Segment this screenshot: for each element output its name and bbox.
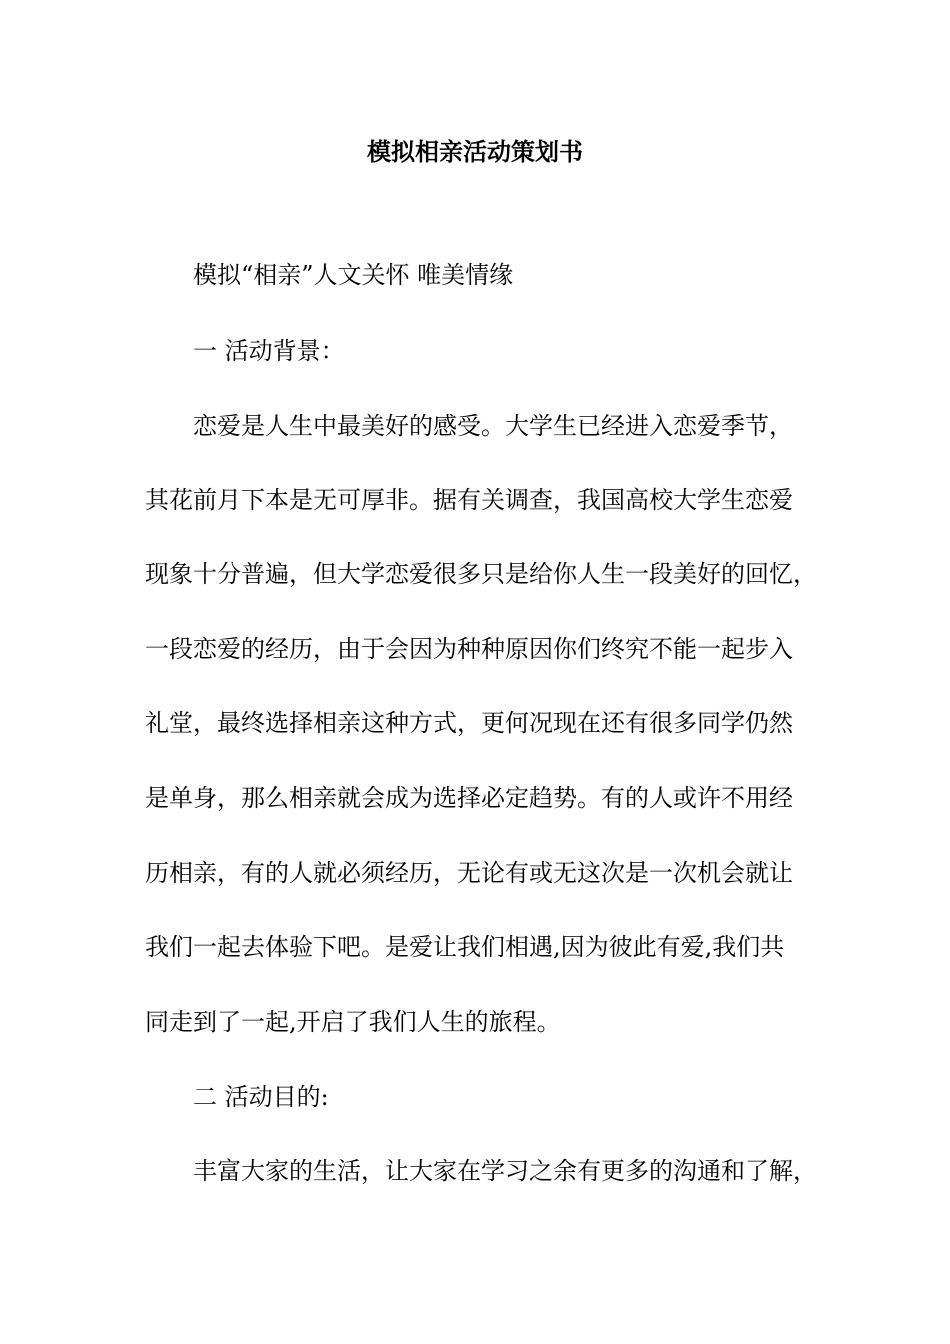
paragraph-line: 丰富大家的生活，让大家在学习之余有更多的沟通和了解， bbox=[193, 1157, 817, 1185]
paragraph-line: 我们一起去体验下吧。是爱让我们相遇,因为彼此有爱,我们共 bbox=[145, 933, 785, 961]
paragraph-line: 现象十分普遍，但大学恋爱很多只是给你人生一段美好的回忆， bbox=[145, 560, 817, 588]
paragraph-line: 历相亲，有的人就必须经历，无论有或无这次是一次机会就让 bbox=[145, 859, 793, 887]
slogan-line: 模拟“相亲”人文关怀 唯美情缘 bbox=[193, 261, 514, 289]
paragraph-line: 是单身，那么相亲就会成为选择必定趋势。有的人或许不用经 bbox=[145, 784, 793, 812]
paragraph-line: 其花前月下本是无可厚非。据有关调查，我国高校大学生恋爱 bbox=[145, 486, 793, 514]
paragraph-line: 同走到了一起,开启了我们人生的旅程。 bbox=[145, 1008, 561, 1036]
paragraph-line: 一段恋爱的经历，由于会因为种种原因你们终究不能一起步入 bbox=[145, 635, 793, 663]
section-2-heading: 二 活动目的: bbox=[193, 1083, 329, 1111]
paragraph-line: 恋爱是人生中最美好的感受。大学生已经进入恋爱季节， bbox=[193, 412, 793, 440]
paragraph-line: 礼堂，最终选择相亲这种方式，更何况现在还有很多同学仍然 bbox=[145, 709, 793, 737]
document-title: 模拟相亲活动策划书 bbox=[367, 138, 583, 166]
section-1-heading: 一 活动背景： bbox=[193, 337, 345, 365]
